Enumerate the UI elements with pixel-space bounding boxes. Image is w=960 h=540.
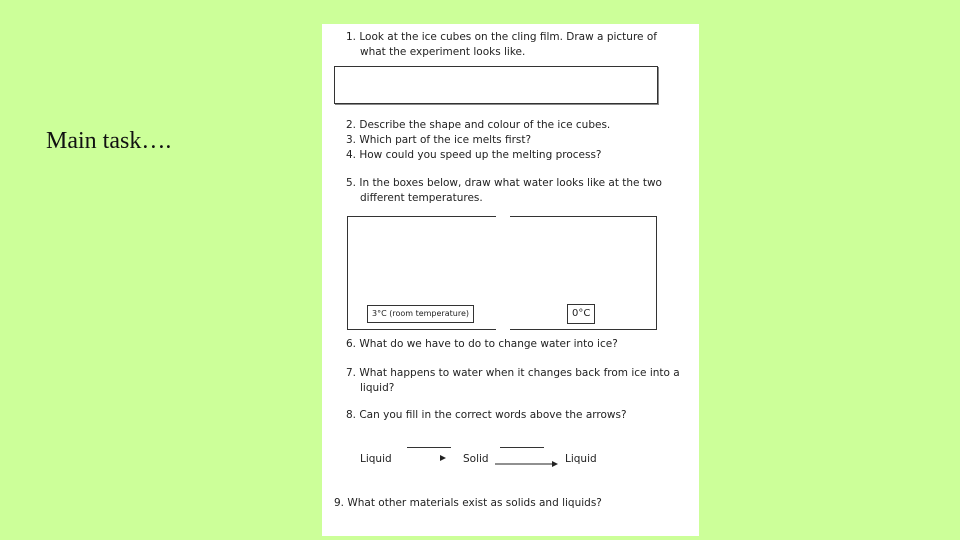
diagram-word-solid: Solid	[463, 453, 489, 465]
room-temperature-label: 3°C (room temperature)	[367, 305, 474, 323]
question-9: 9. What other materials exist as solids and liquids?	[334, 497, 602, 509]
question-4: 4. How could you speed up the melting process?	[346, 149, 602, 161]
question-2: 2. Describe the shape and colour of the ice cubes.	[346, 119, 611, 131]
arrows-layer	[322, 24, 699, 536]
arrow-head-2	[552, 461, 558, 467]
zero-degree-label: 0°C	[567, 304, 595, 324]
diagram-word-liquid-end: Liquid	[565, 453, 597, 465]
question-6: 6. What do we have to do to change water into ice?	[346, 338, 618, 350]
question-7-line-1: 7. What happens to water when it changes back from ice into a	[346, 367, 680, 379]
worksheet-page	[322, 24, 699, 536]
question-1-line-1: 1. Look at the ice cubes on the cling film. Draw a picture of	[346, 31, 657, 43]
question-1-line-2: what the experiment looks like.	[360, 46, 526, 58]
question-5-line-2: different temperatures.	[360, 192, 483, 204]
question-7-line-2: liquid?	[360, 382, 395, 394]
diagram-word-liquid-start: Liquid	[360, 453, 392, 465]
question-3: 3. Which part of the ice melts first?	[346, 134, 532, 146]
slide-title: Main task….	[46, 128, 172, 154]
question-8: 8. Can you fill in the correct words above the arrows?	[346, 409, 627, 421]
question-5-line-1: 5. In the boxes below, draw what water looks like at the two	[346, 177, 662, 189]
arrow-head-1	[440, 455, 446, 461]
